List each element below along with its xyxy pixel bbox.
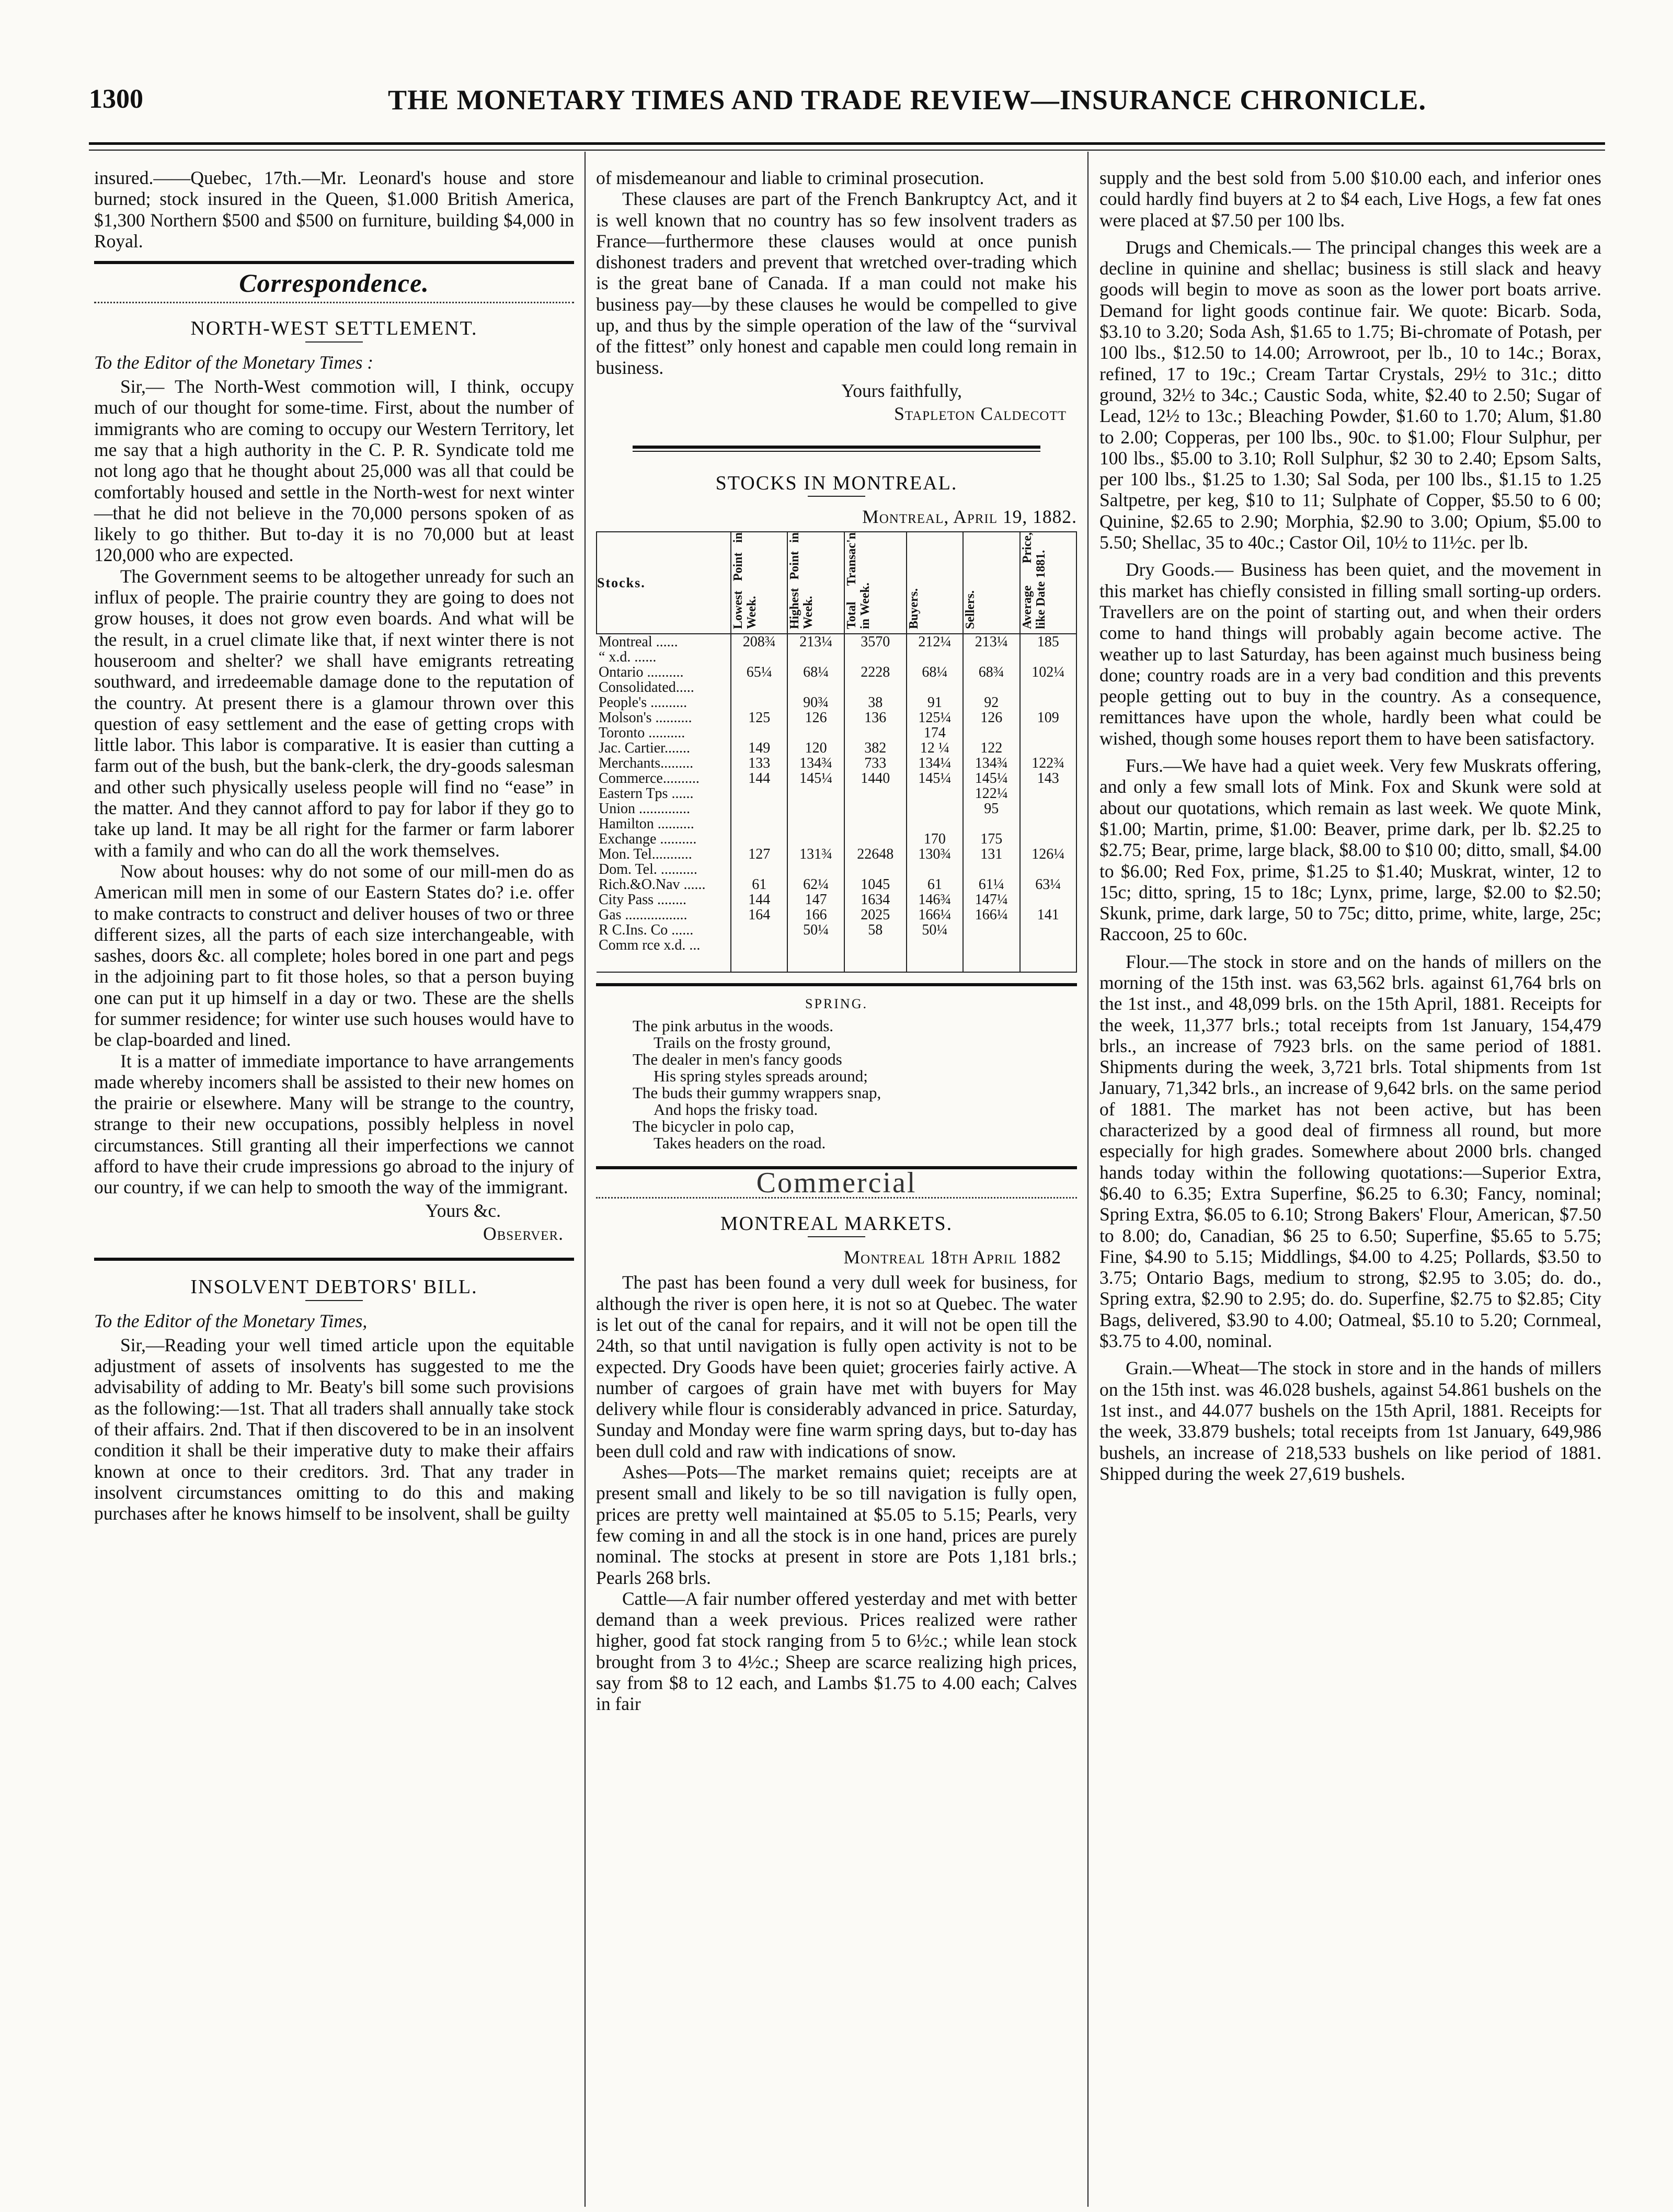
stock-value-cell <box>731 938 787 953</box>
paragraph: Sir,— The North-West commotion will, I think, occupy much of our thought for some-time. First, about the number of immigrants who are coming to occupy our Western Territory, let me say that a high authority in the C. P. R. Syndicate told me not long ago that he thought about 25,000 was all that could be comfortably housed and settle in the North-west for next winter—that he did not believe in the 70,000 persons spoken of as likely to go thither. But to-day it is no 70,000 but at least 120,000 who are expected. <box>94 376 574 566</box>
stock-name-cell: Union .............. <box>597 801 731 816</box>
stock-value-cell: 185 <box>1020 634 1076 649</box>
paragraph: The Government seems to be altogether unready for such an influx of people. The prairie country they are going to does not grow houses, it does not grow even boards. And what will be the result, in a cruel climate like that, if next winter there is not houseroom and shelter? we shall have emigrants retreating southward, and irredeemable damage done to the reputation of the country. At present there is a glamour thrown over this question of easy settlement and the ease of getting crops with little labor. This labor is comparative. It is easier than cutting a farm out of the bush, but the bank-clerk, the dry-goods salesman and other such physically useless people will find no “ease” in the matter. And they cannot afford to pay for labor if they go to take up land. It may be all right for the farmer or farm laborer with a family and who can do all the work themselves. <box>94 565 574 861</box>
stock-value-cell: 1440 <box>844 771 907 786</box>
commercial-heading: Commercial <box>756 1167 917 1200</box>
letter-close: Yours &c. <box>425 1200 501 1221</box>
poem-title: SPRING. <box>805 996 868 1012</box>
stocks-row <box>597 649 1076 665</box>
stock-value-cell: 125¼ <box>907 710 963 725</box>
stock-value-cell <box>1020 938 1076 953</box>
stock-value-cell <box>1020 862 1076 877</box>
stock-value-cell: 131 <box>963 847 1019 862</box>
paragraph: These clauses are part of the French Bankruptcy Act, and it is well known that no country has so few insolvent traders as France—furthermore these clauses would at once punish dishonest traders and prevent that wretched over-trading which is the great bane of Canada. If a man could not make his business pay—by these clauses he would be compelled to give up, and thus by the simple operation of the law of the “survival of the fittest” only honest and capable men could long remain in business. <box>596 188 1077 378</box>
stock-value-cell: 145¼ <box>907 771 963 786</box>
stock-blank-cell <box>1020 953 1076 972</box>
header-rule <box>89 142 1605 145</box>
stock-value-cell: 3570 <box>844 634 907 649</box>
stock-value-cell: 122¼ <box>963 786 1019 801</box>
stock-value-cell <box>1020 680 1076 695</box>
fire-report: insured.——Quebec, 17th.—Mr. Leonard's house and store burned; stock insured in the Queen, $1.000 British America, $1,300 Northern $500 and $500 on furniture, building $4,000 in Royal. <box>94 167 574 252</box>
stock-value-cell <box>907 938 963 953</box>
paragraph-flour: Flour.—The stock in store and on the hands of millers on the morning of the 15th inst. was 63,562 brls. against 61,764 brls on the 1st inst., and 48,099 brls. on the 15th April, 1881. Receipts for the week, 11,377 brls.; total receipts from 1st January, 154,479 brls., an increase of 7923 brls. on the same period of 1881. Shipments during the week, 3,721 brls. Total shipments from 1st January, 71,342 brls., an increase of 9,642 brls. on the same period of 1881. The market has not been active, but has been characterized by a good deal of firmness all round, but more especially for high grades. Somewhere about 2000 brls. changed hands today within the following quotations:—Superior Extra, $6.40 to 6.35; Extra Superfine, $6.25 to 6.30; Fancy, nominal; Spring Extra, $6.05 to 6.10; Strong Bakers' Flour, American, $7.50 to 8.00; do, Canadian, $6 25 to 6.50; Superfine, $5.65 to 5.75; Fine, $4.90 to 5.15; Middlings, $4.00 to 4.25; Pollards, $3.50 to 3.75; Ontario Bags, medium to strong, $2.95 to 3.05; do. do., Spring extra, $2.90 to 2.95; do. do. Superfine, $2.75 to $2.85; City Bags, delivered, $3.90 to 4.00; Oatmeal, $5.10 to 5.20; Cornmeal, $3.75 to 4.00, nominal. <box>1099 951 1601 1352</box>
title-rule <box>305 1300 363 1301</box>
stocks-row <box>597 831 1076 847</box>
stock-name-cell: Exchange .......... <box>597 831 731 847</box>
stock-value-cell: 50¼ <box>907 922 963 938</box>
stock-value-cell: 68¼ <box>787 665 844 680</box>
stock-name-cell: City Pass ........ <box>597 892 731 907</box>
stock-blank-cell <box>844 953 907 972</box>
stocks-column-header-label: Lowest Point in Week. <box>731 532 759 630</box>
stock-name-cell: Rich.&O.Nav ...... <box>597 877 731 892</box>
salutation: To the Editor of the Monetary Times, <box>94 1310 368 1331</box>
stock-value-cell: 213¼ <box>787 634 844 649</box>
stock-value-cell <box>844 801 907 816</box>
stocks-row <box>597 801 1076 816</box>
stock-value-cell <box>1020 740 1076 756</box>
letter-close: Yours faithfully, <box>841 380 962 401</box>
stock-value-cell: 12 ¼ <box>907 740 963 756</box>
stock-value-cell <box>731 801 787 816</box>
stocks-row <box>597 695 1076 710</box>
stocks-column-header: Stocks. <box>597 532 731 634</box>
stock-value-cell: 170 <box>907 831 963 847</box>
stock-value-cell <box>844 680 907 695</box>
stock-value-cell <box>1020 831 1076 847</box>
stock-value-cell <box>731 816 787 831</box>
stock-value-cell <box>907 786 963 801</box>
stock-name-cell: Dom. Tel. .......... <box>597 862 731 877</box>
stock-value-cell: 61¼ <box>963 877 1019 892</box>
stocks-table-body <box>597 634 1076 972</box>
stock-value-cell: 164 <box>731 907 787 922</box>
stock-value-cell <box>1020 892 1076 907</box>
stocks-row <box>597 665 1076 680</box>
stocks-column-header <box>844 532 907 634</box>
poem <box>633 1018 1077 1151</box>
stock-value-cell <box>731 725 787 740</box>
markets-date: Montreal 18th April 1882 <box>843 1247 1061 1268</box>
paragraph: The past has been found a very dull week for business, for although the river is open here, it is not so at Quebec. The water is let out of the canal for repairs, and it will not be open till the 24th, so that until navigation is fully open activity is not to be expected. Dry Goods have been quiet; groceries fairly active. A number of cargoes of grain have met with buyers for May delivery while flour is considerably advanced in price. Saturday, Sunday and Monday were fine warm spring days, but to-day has been dull cold and raw with indications of snow. <box>596 1272 1077 1462</box>
wavy-rule <box>94 302 574 309</box>
stock-value-cell: 61 <box>907 877 963 892</box>
section-rule <box>94 261 574 264</box>
stock-name-cell: Consolidated..... <box>597 680 731 695</box>
correspondence-heading: Correspondence. <box>239 268 429 298</box>
paragraph-grain: Grain.—Wheat—The stock in store and in the hands of millers on the 15th inst. was 46.028 bushels, against 54.861 bushels on the 1st inst., and 44.077 bushels on the 15th April, 1881. Receipts for the week, 33.879 bushels; total receipts from 1st January, 649,986 bushels, an increase of 218,533 bushels on like period of 1881. Shipped during the week 27,619 bushels. <box>1099 1358 1601 1484</box>
stock-value-cell <box>963 649 1019 665</box>
header-rule-thin <box>89 150 1605 151</box>
page-header <box>89 78 1605 136</box>
stock-value-cell <box>907 801 963 816</box>
stock-value-cell: 134¾ <box>787 756 844 771</box>
stock-name-cell: Comm rce x.d. ... <box>597 938 731 953</box>
stock-blank-cell <box>597 953 731 972</box>
section-rule <box>94 1258 574 1261</box>
stock-value-cell: 1634 <box>844 892 907 907</box>
stock-value-cell: 125 <box>731 710 787 725</box>
stocks-row <box>597 756 1076 771</box>
stock-value-cell: 122¾ <box>1020 756 1076 771</box>
stock-value-cell <box>787 831 844 847</box>
letter-signature: Stapleton Caldecott <box>894 403 1067 425</box>
stock-value-cell <box>787 816 844 831</box>
stock-value-cell: 208¾ <box>731 634 787 649</box>
stocks-column-header <box>907 532 963 634</box>
stock-value-cell: 130¾ <box>907 847 963 862</box>
stock-value-cell: 2025 <box>844 907 907 922</box>
stock-value-cell: 144 <box>731 892 787 907</box>
article-title: NORTH-WEST SETTLEMENT. <box>190 317 478 340</box>
poem-line: The buds their gummy wrappers snap, <box>633 1084 881 1102</box>
stock-value-cell: 22648 <box>844 847 907 862</box>
stock-name-cell: Commerce.......... <box>597 771 731 786</box>
masthead-title: THE MONETARY TIMES AND TRADE REVIEW—INSURANCE CHRONICLE. <box>388 84 1426 116</box>
stocks-column-header <box>787 532 844 634</box>
stock-value-cell <box>787 649 844 665</box>
stocks-row <box>597 710 1076 725</box>
stocks-column-header-label: Average Price, like Date 1881. <box>1020 532 1048 630</box>
paragraph: Sir,—Reading your well timed article upon the equitable adjustment of assets of insolvents has suggested to me the advisability of adding to Mr. Beaty's bill some such provisions as the following:—1st. That all traders shall annually take stock of their affairs. 2nd. That if then discovered to be in an insolvent condition it shall be their imperative duty to make their affairs known at once to their creditors. 3rd. That any trader in insolvent circumstances omitting to do this and making purchases after he knows himself to be insolvent, shall be guilty <box>94 1334 574 1524</box>
stock-value-cell: 62¼ <box>787 877 844 892</box>
paragraph-drugs: Drugs and Chemicals.— The principal changes this week are a decline in quinine and shellac; business is still slack and heavy goods will begin to move as soon as the lower port boats arrive. Demand for light goods continue fair. We quote: Bicarb. Soda, $3.10 to 3.20; Soda Ash, $1.65 to 1.75; Bi-chromate of Potash, per 100 lbs., $12.50 to 14.00; Arrowroot, per lb., 10 to 14c.; Borax, refined, 17 to 19c.; Cream Tartar Crystals, 29½ to 31c.; ditto ground, 32½ to 34c.; Caustic Soda, white, $2.40 to 2.50; Sugar of Lead, 12½ to 13c.; Bleaching Powder, $1.60 to 1.70; Alum, $1.80 to 2.00; Copperas, per 100 lbs., 90c. to $1.00; Flour Sulphur, per 100 lbs., $5.00 to 3.10; Roll Sulphur, $2 30 to 2.40; Epsom Salts, per 100 lbs., $1.25 to 1.30; Sal Soda, per 100 lbs., $1.15 to 1.25 Saltpetre, per keg, $10 to 11; Sulphate of Copper, $5.50 to 6 00; Quinine, $2.65 to 2.90; Morphia, $2.90 to 3.00; Opium, $5.00 to 5.50; Shellac, 35 to 40c.; Castor Oil, 10½ to 11½c. per lb. <box>1099 236 1601 553</box>
stock-value-cell <box>731 695 787 710</box>
stock-value-cell: 213¼ <box>963 634 1019 649</box>
stock-value-cell <box>787 786 844 801</box>
stock-value-cell <box>963 816 1019 831</box>
stock-blank-cell <box>963 953 1019 972</box>
stocks-title: STOCKS IN MONTREAL. <box>715 472 958 494</box>
stocks-date: Montreal, April 19, 1882. <box>862 506 1077 527</box>
stock-value-cell: 382 <box>844 740 907 756</box>
stock-value-cell <box>731 831 787 847</box>
stock-value-cell: 175 <box>963 831 1019 847</box>
stock-value-cell: 149 <box>731 740 787 756</box>
stock-value-cell: 90¾ <box>787 695 844 710</box>
stock-name-cell: Ontario .......... <box>597 665 731 680</box>
stock-name-cell: Mon. Tel........... <box>597 847 731 862</box>
poem-line: Trails on the frosty ground, <box>654 1033 831 1052</box>
stocks-row <box>597 847 1076 862</box>
stock-value-cell <box>963 938 1019 953</box>
paragraph: of misdemeanour and liable to criminal prosecution. <box>596 167 984 188</box>
stock-value-cell <box>1020 786 1076 801</box>
stock-value-cell: 122 <box>963 740 1019 756</box>
section-rule <box>596 983 1077 986</box>
letter-signature: Observer. <box>483 1223 564 1244</box>
stock-value-cell <box>1020 695 1076 710</box>
stocks-column-header-label: Sellers. <box>964 590 978 630</box>
stock-value-cell: 65¼ <box>731 665 787 680</box>
stocks-row <box>597 786 1076 801</box>
stock-value-cell <box>963 680 1019 695</box>
stock-value-cell <box>1020 816 1076 831</box>
stocks-column-header-label: Total Transac'n in Week. <box>844 532 872 630</box>
stocks-row <box>597 938 1076 953</box>
stock-value-cell: 61 <box>731 877 787 892</box>
column-divider <box>1087 152 1088 2207</box>
stock-value-cell <box>731 922 787 938</box>
stock-value-cell: 145¼ <box>787 771 844 786</box>
salutation: To the Editor of the Monetary Times : <box>94 351 374 373</box>
stock-value-cell: 58 <box>844 922 907 938</box>
stock-value-cell: 141 <box>1020 907 1076 922</box>
stock-value-cell: 50¼ <box>787 922 844 938</box>
stock-value-cell <box>844 649 907 665</box>
stocks-column-header-label: Buyers. <box>907 588 921 630</box>
stock-value-cell: 143 <box>1020 771 1076 786</box>
stock-value-cell <box>844 938 907 953</box>
stock-value-cell: 1045 <box>844 877 907 892</box>
stocks-column-header <box>963 532 1019 634</box>
stocks-row <box>597 892 1076 907</box>
stock-name-cell: “ x.d. ...... <box>597 649 731 665</box>
stock-value-cell <box>963 862 1019 877</box>
stock-value-cell: 109 <box>1020 710 1076 725</box>
stock-value-cell: 68¾ <box>963 665 1019 680</box>
title-rule <box>808 1236 865 1237</box>
paragraph: Ashes—Pots—The market remains quiet; receipts are at present small and likely to be so till navigation is fully open, prices are pretty well maintained at $5.05 to 5.15; Pearls, very few coming in and all the stock is in one hand, prices are purely nominal. The stocks at present in store are Pots 1,181 brls.; Pearls 268 brls. <box>596 1462 1077 1588</box>
stock-value-cell: 92 <box>963 695 1019 710</box>
stock-value-cell: 166¼ <box>963 907 1019 922</box>
stock-blank-cell <box>731 953 787 972</box>
stock-value-cell: 2228 <box>844 665 907 680</box>
stock-value-cell: 733 <box>844 756 907 771</box>
paragraph: It is a matter of immediate importance to have arrangements made whereby incomers shall be assisted to their new homes on the prairie or elsewhere. Many will be strange to the country, strange to their new occupations, possibly helpless in novel circumstances. Still granting all their imperfections we cannot afford to have their crude impressions go abroad to the injury of our country, if we can help to smooth the way of the immigrant. <box>94 1050 574 1198</box>
stock-value-cell: 166 <box>787 907 844 922</box>
stock-value-cell <box>844 831 907 847</box>
stock-value-cell <box>844 816 907 831</box>
stock-value-cell: 131¾ <box>787 847 844 862</box>
stock-value-cell: 212¼ <box>907 634 963 649</box>
stocks-table <box>596 531 1077 973</box>
title-rule <box>305 341 363 343</box>
stock-value-cell: 68¼ <box>907 665 963 680</box>
stocks-row <box>597 907 1076 922</box>
section-rule <box>633 446 1040 449</box>
stock-value-cell <box>787 680 844 695</box>
stock-value-cell: 120 <box>787 740 844 756</box>
stock-name-cell: Eastern Tps ...... <box>597 786 731 801</box>
stock-value-cell: 147 <box>787 892 844 907</box>
stock-name-cell: People's .......... <box>597 695 731 710</box>
stock-value-cell <box>1020 801 1076 816</box>
stocks-row <box>597 680 1076 695</box>
stock-value-cell: 174 <box>907 725 963 740</box>
paragraph: Cattle—A fair number offered yesterday and met with better demand than a week previous. Prices realized were rather higher, good fat stock ranging from 5 to 6½c.; while lean stock brought from 3 to 4½c.; Sheep are scarce realizing high prices, say from $8 to 12 each, and Lambs $1.75 to 4.00 each; Calves in fair <box>596 1588 1077 1715</box>
poem-line: The pink arbutus in the woods. <box>633 1017 834 1035</box>
stock-value-cell <box>963 725 1019 740</box>
column-left <box>94 167 574 1524</box>
stock-blank-cell <box>907 953 963 972</box>
column-right <box>1099 167 1601 1484</box>
stock-value-cell <box>731 862 787 877</box>
stock-value-cell: 126 <box>787 710 844 725</box>
stock-value-cell <box>1020 649 1076 665</box>
stock-value-cell: 63¼ <box>1020 877 1076 892</box>
stocks-column-header-label: Highest Point in Week. <box>788 532 816 630</box>
stock-value-cell <box>907 862 963 877</box>
stock-name-cell: Merchants......... <box>597 756 731 771</box>
paragraph-dry-goods: Dry Goods.— Business has been quiet, and the movement in this market has chiefly consisted in filling small sorting-up orders. Travellers are on the point of starting out, and when their orders come to hand things will probably again become active. The weather up to last Saturday, has been against much business being done; country roads are in a very bad condition and this prevents people getting out to buy in the country. As a consequence, remittances have upon the whole, hardly been what could be wished, though some houses report them to have been satisfactory. <box>1099 559 1601 749</box>
stocks-column-header <box>1020 532 1076 634</box>
stock-value-cell: 91 <box>907 695 963 710</box>
stocks-row <box>597 877 1076 892</box>
section-rule-thin <box>633 451 1040 452</box>
stock-value-cell <box>787 801 844 816</box>
poem-line: Takes headers on the road. <box>654 1134 826 1153</box>
poem-line: His spring styles spreads around; <box>654 1067 868 1086</box>
stock-value-cell: 95 <box>963 801 1019 816</box>
paragraph-furs: Furs.—We have had a quiet week. Very few Muskrats offering, and only a few small lots of Mink. Fox and Skunk were sold at about our quotations, which remain as last week. We quote Mink, $1.00; Martin, prime, $1.00: Beaver, prime dark, per lb. $2.25 to $2.75; Bear, prime, large black, $8.00 to $10 00; ditto, small, $4.00 to $6.00; Red Fox, prime, $1.25 to $1.40; Muskrat, winter, 12 to 15c; ditto, spring, 15 to 18c; Lynx, prime, large, $2.00 to $2.50; Skunk, prime, dark large, 50 to 75c; ditto, prime, white, large, 25c; Raccoon, 25 to 60c. <box>1099 755 1601 945</box>
stock-value-cell: 134¾ <box>963 756 1019 771</box>
stock-value-cell: 147¼ <box>963 892 1019 907</box>
column-divider <box>585 152 586 2207</box>
paragraph: supply and the best sold from 5.00 $10.00 each, and inferior ones could hardly find buyers at 2 to $4 each, Live Hogs, a few fat ones were placed at $7.50 per 100 lbs. <box>1099 167 1601 231</box>
stock-value-cell <box>844 786 907 801</box>
stock-name-cell: Gas ................. <box>597 907 731 922</box>
poem-line: The dealer in men's fancy goods <box>633 1050 842 1069</box>
stock-value-cell <box>731 649 787 665</box>
stock-value-cell <box>907 680 963 695</box>
stocks-column-header <box>731 532 787 634</box>
stock-value-cell: 145¼ <box>963 771 1019 786</box>
stock-value-cell <box>787 862 844 877</box>
stock-value-cell: 144 <box>731 771 787 786</box>
article-title: INSOLVENT DEBTORS' BILL. <box>190 1276 478 1298</box>
stock-name-cell: Montreal ...... <box>597 634 731 649</box>
stock-value-cell: 38 <box>844 695 907 710</box>
stocks-header-row <box>597 532 1076 634</box>
poem-line: The bicycler in polo cap, <box>633 1117 795 1136</box>
stock-name-cell: R C.Ins. Co ...... <box>597 922 731 938</box>
stocks-row <box>597 816 1076 831</box>
markets-title: MONTREAL MARKETS. <box>720 1212 953 1235</box>
stock-value-cell <box>907 649 963 665</box>
stocks-row <box>597 634 1076 649</box>
stocks-row <box>597 862 1076 877</box>
stock-value-cell: 126 <box>963 710 1019 725</box>
stock-value-cell: 127 <box>731 847 787 862</box>
stock-value-cell: 133 <box>731 756 787 771</box>
stocks-row <box>597 725 1076 740</box>
stock-value-cell: 136 <box>844 710 907 725</box>
stock-value-cell <box>787 725 844 740</box>
page-number: 1300 <box>89 84 143 114</box>
stock-value-cell <box>907 816 963 831</box>
stock-value-cell <box>731 786 787 801</box>
stock-value-cell <box>1020 922 1076 938</box>
stock-value-cell <box>963 922 1019 938</box>
stock-value-cell: 146¾ <box>907 892 963 907</box>
stock-value-cell: 166¼ <box>907 907 963 922</box>
stock-name-cell: Molson's .......... <box>597 710 731 725</box>
stocks-row <box>597 922 1076 938</box>
stock-value-cell <box>844 725 907 740</box>
stocks-row <box>597 740 1076 756</box>
title-rule <box>808 496 865 497</box>
stock-value-cell: 134¼ <box>907 756 963 771</box>
stock-name-cell: Toronto .......... <box>597 725 731 740</box>
stock-value-cell: 102¼ <box>1020 665 1076 680</box>
stock-value-cell <box>844 862 907 877</box>
stocks-row <box>597 771 1076 786</box>
stock-value-cell <box>731 680 787 695</box>
poem-line: And hops the frisky toad. <box>654 1100 818 1119</box>
stocks-row-blank <box>597 953 1076 972</box>
stock-value-cell <box>1020 725 1076 740</box>
stock-value-cell <box>787 938 844 953</box>
column-middle <box>596 167 1077 1715</box>
stock-name-cell: Hamilton .......... <box>597 816 731 831</box>
stock-value-cell: 126¼ <box>1020 847 1076 862</box>
stock-blank-cell <box>787 953 844 972</box>
stock-name-cell: Jac. Cartier....... <box>597 740 731 756</box>
paragraph: Now about houses: why do not some of our mill-men do as American mill men in some of our Eastern States do? i.e. offer to make contracts to construct and deliver houses of two or three different sizes, all the parts of each size interchangeable, with sashes, doors &c. all complete; holes bored in one part and pegs in the adjoining part to fit those holes, so that a person buying one can put it up himself in a day or two. These are the shells for summer residence; for winter use such houses would have to be clap-boarded and lined. <box>94 860 574 1051</box>
